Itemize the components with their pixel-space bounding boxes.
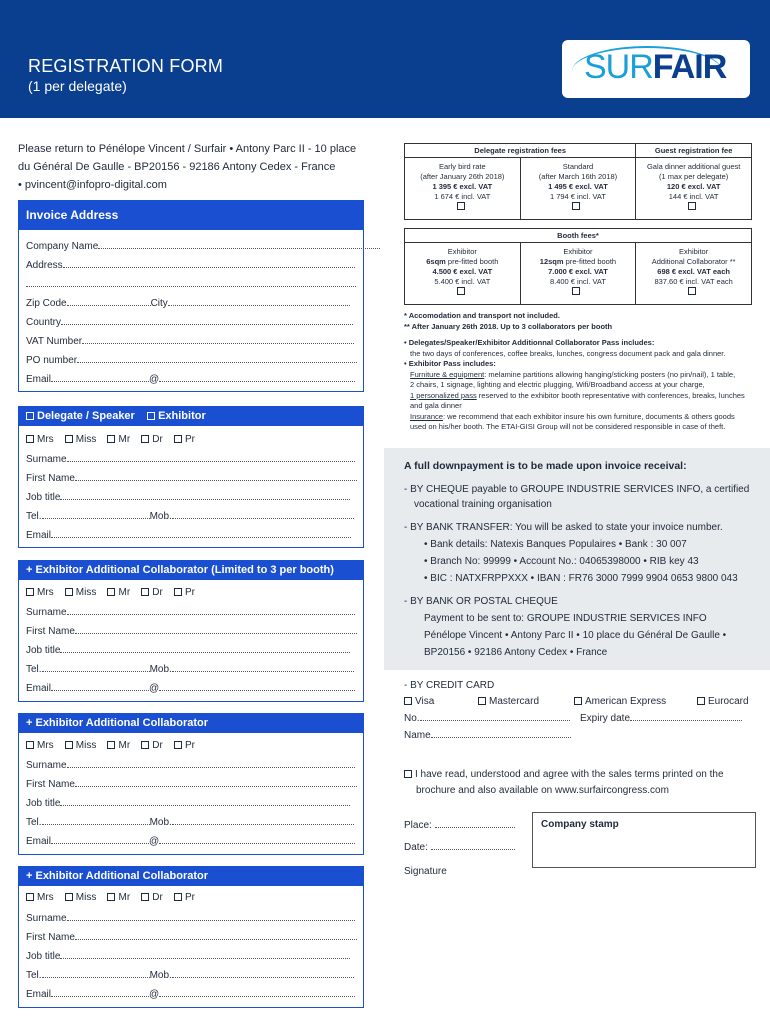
card-number-field[interactable]: No. bbox=[404, 711, 570, 727]
delegate-section-header bbox=[18, 406, 364, 426]
collab-1-email-field[interactable]: Email @ bbox=[26, 682, 355, 694]
standard-price: 1 495 € excl. VAT bbox=[548, 182, 608, 191]
collab-1-tel-field[interactable]: Tel. Mob. bbox=[26, 663, 354, 675]
delegate-label: Delegate / Speaker bbox=[37, 410, 135, 422]
booth-12sqm-cell: Exhibitor 12sqm pre-fitted booth 7.000 € excl. VAT 8.400 € incl. VAT bbox=[520, 243, 636, 305]
collab-2-first-name-field[interactable]: First Name bbox=[26, 778, 357, 790]
collab-1-mrs-checkbox[interactable] bbox=[26, 588, 34, 596]
return-line-2: du Général De Gaulle - BP20156 - 92186 Antony Cedex - France bbox=[18, 161, 336, 173]
delegate-job-title-field[interactable]: Job title bbox=[26, 491, 350, 503]
booth-12sqm-price: 7.000 € excl. VAT bbox=[548, 267, 608, 276]
invoice-email-field[interactable]: Email @ bbox=[26, 373, 355, 385]
early-bird-cell: Early bird rate (after January 26th 2018) 1 395 € excl. VAT 1 674 € incl. VAT bbox=[405, 158, 521, 220]
address-field[interactable]: Address bbox=[26, 259, 355, 271]
guest-fee-header: Guest registration fee bbox=[636, 144, 752, 158]
exhibitor-checkbox[interactable] bbox=[147, 412, 155, 420]
collab-1-dr-checkbox[interactable] bbox=[141, 588, 149, 596]
miss-checkbox[interactable] bbox=[65, 435, 73, 443]
collab-3-pr-checkbox[interactable] bbox=[174, 893, 182, 901]
po-number-field[interactable]: PO number bbox=[26, 354, 357, 366]
collab-2-section-header: + Exhibitor Additional Collaborator bbox=[18, 713, 364, 733]
collab-3-tel-field[interactable]: Tel. Mob. bbox=[26, 969, 354, 981]
signature-label: Signature bbox=[404, 866, 447, 877]
collab-2-mr-checkbox[interactable] bbox=[107, 741, 115, 749]
collab-1-pr-checkbox[interactable] bbox=[174, 588, 182, 596]
early-bird-price: 1 395 € excl. VAT bbox=[432, 182, 493, 191]
collab-1-surname-field[interactable]: Surname bbox=[26, 606, 355, 618]
collab-3-title-options: Mrs Miss Mr Dr Pr bbox=[26, 892, 195, 903]
collab-3-miss-checkbox[interactable] bbox=[65, 893, 73, 901]
pr-checkbox[interactable] bbox=[174, 435, 182, 443]
collab-3-mrs-checkbox[interactable] bbox=[26, 893, 34, 901]
amex-checkbox[interactable] bbox=[574, 697, 582, 705]
logo-text-part1: SUR bbox=[584, 48, 653, 86]
booth-fees-header: Booth fees* bbox=[405, 229, 752, 243]
form-subtitle: (1 per delegate) bbox=[28, 78, 127, 94]
header-banner bbox=[0, 0, 770, 118]
payment-postal: - BY BANK OR POSTAL CHEQUE bbox=[404, 596, 558, 607]
collab-2-email-field[interactable]: Email @ bbox=[26, 835, 355, 847]
booth-6sqm-price: 4.500 € excl. VAT bbox=[432, 267, 493, 276]
collab-2-title-options: Mrs Miss Mr Dr Pr bbox=[26, 740, 195, 751]
delegate-tel-field[interactable]: Tel. Mob. bbox=[26, 510, 354, 522]
early-bird-checkbox[interactable] bbox=[457, 202, 465, 210]
dr-checkbox[interactable] bbox=[141, 435, 149, 443]
card-name-field[interactable]: Name bbox=[404, 728, 571, 744]
logo-text-part2: FAIR bbox=[652, 48, 727, 86]
exhibitor-label: Exhibitor bbox=[158, 410, 206, 422]
collab-2-surname-field[interactable]: Surname bbox=[26, 759, 355, 771]
collab-3-mr-checkbox[interactable] bbox=[107, 893, 115, 901]
collab-1-miss-checkbox[interactable] bbox=[65, 588, 73, 596]
form-title: REGISTRATION FORM bbox=[28, 56, 224, 76]
card-expiry-field[interactable]: Expiry date bbox=[580, 711, 742, 727]
invoice-section bbox=[18, 230, 364, 392]
eurocard-checkbox[interactable] bbox=[697, 697, 705, 705]
invoice-title: Invoice Address bbox=[26, 208, 119, 222]
delegate-email-field[interactable]: Email bbox=[26, 529, 351, 541]
return-email: • pvincent@infopro-digital.com bbox=[18, 179, 167, 191]
collab-2-pr-checkbox[interactable] bbox=[174, 741, 182, 749]
return-line-1: Please return to Pénélope Vincent / Surfair • Antony Parc II - 10 place bbox=[18, 143, 357, 155]
place-field[interactable]: Place: bbox=[404, 818, 515, 834]
collab-2-mrs-checkbox[interactable] bbox=[26, 741, 34, 749]
invoice-section-header bbox=[18, 200, 364, 230]
booth-12sqm-checkbox[interactable] bbox=[572, 287, 580, 295]
collab-3-job-title-field[interactable]: Job title bbox=[26, 950, 350, 962]
delegate-fees-header: Delegate registration fees bbox=[405, 144, 636, 158]
delegate-checkbox[interactable] bbox=[26, 412, 34, 420]
payment-bank-transfer: - BY BANK TRANSFER: You will be asked to state your invoice number. bbox=[404, 522, 723, 533]
standard-checkbox[interactable] bbox=[572, 202, 580, 210]
collab-2-miss-checkbox[interactable] bbox=[65, 741, 73, 749]
visa-checkbox[interactable] bbox=[404, 697, 412, 705]
booth-collab-checkbox[interactable] bbox=[688, 287, 696, 295]
collab-1-title-options: Mrs Miss Mr Dr Pr bbox=[26, 587, 195, 598]
company-name-field[interactable]: Company Name bbox=[26, 240, 380, 252]
collab-1-job-title-field[interactable]: Job title bbox=[26, 644, 350, 656]
fees-notes: * Accomodation and transport not included. ** After January 26th 2018. Up to 3 collaborators per booth • Delegates/Speaker/Exhibitor Additionnal Collaborator Pass includes: the two days of conferences, coffee breaks, lunches, congress document pack and gala dinner. • Exhibitor Pass includes: Furniture & equipment: melamine partitions allowing hanging/sticking posters (no pin/nail), 1 table, 2 chairs, 1 signage, lighting and electric plugging, Wifi/Broadband access at your charge, 1 personalized pass reserved to the exhibitor booth representative with conferences, breaks, lunches and gala dinner Insurance: we recommend that each exhibitor insure his own furniture, documents & others goods used on his/her booth. The ETAI-GISI Group will not be considered responsible in case of theft. bbox=[404, 311, 745, 431]
collab-2-dr-checkbox[interactable] bbox=[141, 741, 149, 749]
terms-line-2: brochure and also available on www.surfaircongress.com bbox=[416, 785, 669, 796]
collab-3-email-field[interactable]: Email @ bbox=[26, 988, 355, 1000]
payment-title: A full downpayment is to be made upon invoice receival: bbox=[404, 460, 687, 472]
collab-1-first-name-field[interactable]: First Name bbox=[26, 625, 357, 637]
collab-3-first-name-field[interactable]: First Name bbox=[26, 931, 357, 943]
collab-3-section-header: + Exhibitor Additional Collaborator bbox=[18, 866, 364, 886]
payment-credit-card: - BY CREDIT CARD bbox=[404, 680, 495, 691]
booth-collab-cell: Exhibitor Additional Collaborator ** 698 € excl. VAT each 837.60 € incl. VAT each bbox=[636, 243, 752, 305]
surfair-logo bbox=[562, 40, 750, 98]
delegate-fees-table bbox=[404, 143, 752, 220]
guest-cell: Gala dinner additional guest (1 max per delegate) 120 € excl. VAT 144 € incl. VAT bbox=[636, 158, 752, 220]
country-field[interactable]: Country bbox=[26, 316, 353, 328]
mastercard-checkbox[interactable] bbox=[478, 697, 486, 705]
guest-price: 120 € excl. VAT bbox=[666, 182, 721, 191]
date-field[interactable]: Date: bbox=[404, 840, 515, 856]
company-stamp-box: Company stamp bbox=[532, 812, 756, 868]
collab-3-dr-checkbox[interactable] bbox=[141, 893, 149, 901]
delegate-first-name-field[interactable]: First Name bbox=[26, 472, 357, 484]
payment-cheque: - BY CHEQUE payable to GROUPE INDUSTRIE SERVICES INFO, a certified bbox=[404, 484, 750, 495]
mr-checkbox[interactable] bbox=[107, 435, 115, 443]
guest-checkbox[interactable] bbox=[688, 202, 696, 210]
standard-cell: Standard (after March 16th 2018) 1 495 € excl. VAT 1 794 € incl. VAT bbox=[520, 158, 636, 220]
booth-collab-price: 698 € excl. VAT each bbox=[657, 267, 730, 276]
terms-agreement: I have read, understood and agree with the sales terms printed on the bbox=[404, 767, 724, 783]
collab-2-job-title-field[interactable]: Job title bbox=[26, 797, 350, 809]
booth-fees-table bbox=[404, 228, 752, 305]
zip-city-field[interactable]: Zip Code City bbox=[26, 297, 350, 309]
card-type-options: Visa bbox=[404, 694, 434, 710]
vat-number-field[interactable]: VAT Number bbox=[26, 335, 354, 347]
terms-checkbox[interactable] bbox=[404, 770, 412, 778]
collab-3-surname-field[interactable]: Surname bbox=[26, 912, 355, 924]
booth-6sqm-cell: Exhibitor 6sqm pre-fitted booth 4.500 € excl. VAT 5.400 € incl. VAT bbox=[405, 243, 521, 305]
return-instructions bbox=[18, 140, 368, 194]
collab-limited-section-header: + Exhibitor Additional Collaborator (Limited to 3 per booth) bbox=[18, 560, 364, 580]
delegate-title-options: Mrs Miss Mr Dr Pr bbox=[26, 434, 195, 445]
mrs-checkbox[interactable] bbox=[26, 435, 34, 443]
collab-1-mr-checkbox[interactable] bbox=[107, 588, 115, 596]
address-line-2-field[interactable] bbox=[26, 278, 356, 290]
collab-2-tel-field[interactable]: Tel. Mob. bbox=[26, 816, 354, 828]
booth-6sqm-checkbox[interactable] bbox=[457, 287, 465, 295]
delegate-surname-field[interactable]: Surname bbox=[26, 453, 355, 465]
